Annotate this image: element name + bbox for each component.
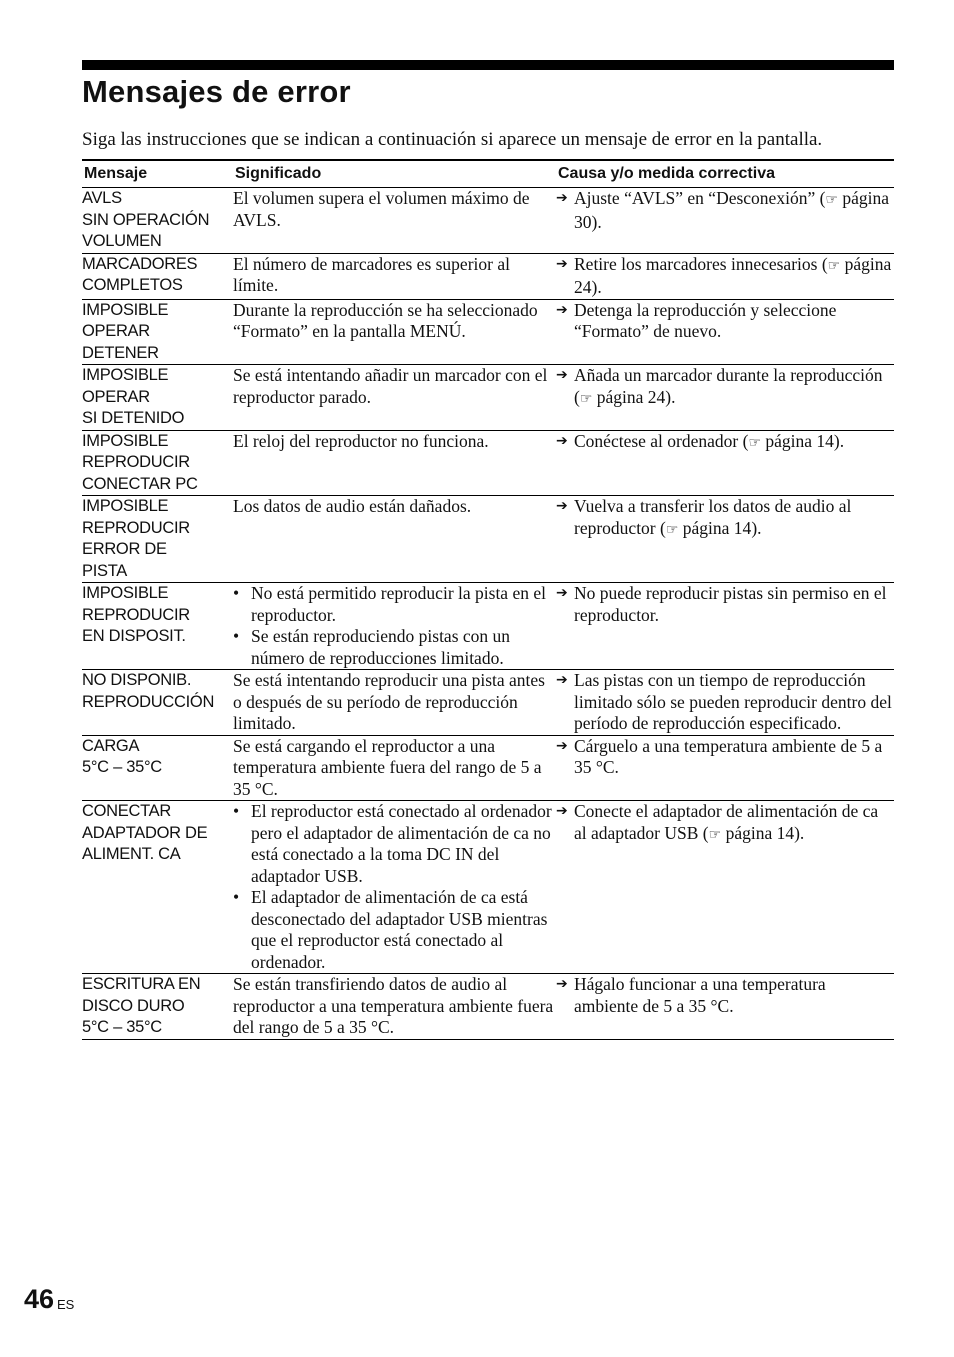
message-line: EN DISPOSIT. (82, 627, 186, 645)
arrow-right-icon: ➔ (556, 190, 568, 206)
cause-cell (556, 496, 894, 583)
page-reference: página 24 (574, 253, 892, 297)
cause-cell (556, 430, 894, 496)
cause-text (574, 188, 894, 233)
error-messages-table (82, 159, 894, 1040)
cause-text-start: Retire los marcadores innecesarios ( (574, 253, 828, 274)
cause-text-start: Ajuste “AVLS” en “Desconexión” ( (574, 188, 826, 208)
message-cell (82, 365, 233, 431)
meaning-cell (233, 365, 556, 431)
message-line: AVLS (82, 189, 122, 207)
header-meaning: Significado (235, 165, 322, 182)
cause-text (574, 365, 894, 410)
message-line: CARGA (82, 736, 140, 755)
message-line: CONECTAR PC (82, 474, 198, 493)
meaning-cell (233, 974, 556, 1040)
cause-cell (556, 365, 894, 431)
cause-entry (556, 670, 894, 735)
message-line: CONECTAR (82, 802, 171, 820)
message-cell (82, 583, 233, 670)
message-cell (82, 188, 233, 254)
meaning-text: El volumen supera el volumen máximo de AVLS. (233, 188, 530, 230)
meaning-text: Los datos de audio están dañados. (233, 496, 472, 516)
cause-text (574, 736, 894, 779)
meaning-cell (233, 188, 556, 254)
table-row (82, 496, 894, 583)
message-line: 5°C – 35°C (82, 758, 162, 776)
message-line: ERROR DE (82, 540, 167, 558)
cause-text-end: ). (591, 277, 602, 297)
meaning-text: Se está intentando reproducir una pista antes o después de su período de reproducción limitado. (233, 670, 545, 733)
arrow-right-icon: ➔ (556, 976, 568, 992)
pointing-hand-icon: ☞ (665, 521, 679, 538)
header-message: Mensaje (84, 165, 148, 182)
meaning-cell (233, 253, 556, 299)
message-line: DETENER (82, 343, 159, 362)
cause-entry (556, 365, 894, 410)
meaning-cell (233, 583, 556, 670)
arrow-right-icon: ➔ (556, 255, 568, 272)
page-language: ES (57, 1297, 75, 1312)
message-line: PISTA (82, 561, 127, 580)
message-line: IMPOSIBLE (82, 366, 169, 384)
table-header-row (82, 160, 894, 188)
cause-cell (556, 735, 894, 801)
cause-text-body: Detenga la reproducción y seleccione “Formato” de nuevo. (574, 299, 837, 341)
cause-cell (556, 583, 894, 670)
header-cause: Causa y/o medida correctiva (558, 165, 775, 182)
message-cell (82, 801, 233, 974)
pointing-hand-icon: ☞ (748, 434, 761, 451)
cause-text (574, 974, 894, 1017)
message-cell (82, 299, 233, 365)
cause-text-body: Hágalo funcionar a una temperatura ambiente de 5 a 35 °C. (574, 974, 826, 1016)
intro-text: Siga las instrucciones que se indican a continuación si aparece un mensaje de error en la pantalla. (82, 129, 823, 150)
cause-text (574, 670, 894, 735)
cause-text-start: Conéctese al ordenador ( (574, 430, 749, 451)
table-row (82, 365, 894, 431)
message-line: REPRODUCIR (82, 605, 190, 624)
table-body (82, 188, 894, 1040)
cause-text-end: ). (665, 386, 676, 407)
message-cell (82, 253, 233, 299)
meaning-bullet-text: El adaptador de alimentación de ca está desconectado del adaptador USB mientras que el reproductor está conectado al ordenador. (251, 887, 548, 972)
message-line: DISCO DURO (82, 996, 185, 1015)
cause-text-end: ). (833, 430, 845, 451)
cause-text-body: Las pistas con un tiempo de reproducción limitado sólo se pueden reproducir dentro del período de reproducción especificado. (574, 670, 892, 733)
arrow-right-icon: ➔ (556, 737, 568, 754)
table-row (82, 974, 894, 1040)
page-title: Mensajes de error (82, 74, 351, 109)
cause-cell (556, 299, 894, 365)
cause-entry (556, 496, 894, 541)
arrow-right-icon: ➔ (556, 301, 568, 318)
cause-entry (556, 188, 894, 233)
cause-entry (556, 254, 894, 299)
message-line: REPRODUCIR (82, 453, 190, 471)
meaning-bullet-item (233, 583, 556, 626)
table-row (82, 253, 894, 299)
message-line: REPRODUCCIÓN (82, 692, 215, 711)
cause-entry (556, 801, 894, 846)
page-reference: página 14 (682, 517, 752, 538)
page-reference: página 14 (765, 430, 834, 451)
cause-text (574, 496, 894, 541)
page-reference: página 14 (725, 822, 795, 843)
message-line: SIN OPERACIÓN (82, 210, 210, 229)
cause-cell (556, 974, 894, 1040)
message-line: ESCRITURA EN (82, 975, 201, 993)
meaning-cell (233, 735, 556, 801)
message-cell (82, 735, 233, 801)
message-line: ADAPTADOR DE (82, 823, 208, 842)
meaning-bullet-item (233, 801, 556, 887)
cause-entry (556, 431, 894, 455)
cause-text (574, 583, 894, 626)
meaning-text: Se está intentando añadir un marcador con el reproductor parado. (233, 365, 548, 407)
table-row (82, 583, 894, 670)
cause-cell (556, 188, 894, 254)
cause-text (574, 254, 894, 299)
meaning-text: Se está cargando el reproductor a una temperatura ambiente fuera del rango de 5 a 35 °C. (233, 735, 542, 799)
cause-text-end: ). (591, 211, 602, 232)
message-line: REPRODUCIR (82, 518, 190, 537)
cause-text-body: Cárguelo a una temperatura ambiente de 5 a 35 °C. (574, 735, 883, 777)
arrow-right-icon: ➔ (556, 672, 568, 688)
message-line: SI DETENIDO (82, 409, 185, 427)
cause-text-start: Vuelva a transferir los datos de audio al reproductor ( (574, 496, 852, 538)
table-row (82, 299, 894, 365)
message-line: IMPOSIBLE (82, 497, 169, 515)
message-line: OPERAR (82, 387, 150, 406)
message-line: COMPLETOS (82, 276, 183, 294)
cause-text-start: Conecte el adaptador de alimentación de ca al adaptador USB ( (574, 801, 879, 843)
cause-text-start: Añada un marcador durante la reproducción ( (574, 365, 883, 407)
message-line: MARCADORES (82, 254, 198, 273)
cause-entry (556, 300, 894, 343)
meaning-text: El reloj del reproductor no funciona. (233, 430, 489, 451)
cause-text (574, 801, 894, 846)
message-cell (82, 496, 233, 583)
arrow-right-icon: ➔ (556, 498, 568, 514)
cause-text-body: No puede reproducir pistas sin permiso en el reproductor. (574, 583, 887, 625)
message-line: OPERAR (82, 322, 150, 340)
meaning-cell (233, 299, 556, 365)
arrow-right-icon: ➔ (556, 585, 568, 601)
bullet-icon: • (233, 626, 240, 646)
message-line: 5°C – 35°C (82, 1018, 162, 1036)
cause-text-end: ). (794, 822, 805, 843)
table-row (82, 430, 894, 496)
cause-text (574, 431, 844, 455)
cause-cell (556, 801, 894, 974)
cause-entry (556, 736, 894, 779)
meaning-bullet-text: No está permitido reproducir la pista en el reproductor. (251, 583, 546, 625)
meaning-bullet-item (233, 626, 556, 669)
meaning-cell (233, 430, 556, 496)
cause-entry (556, 583, 894, 626)
cause-cell (556, 670, 894, 736)
bullet-icon: • (233, 887, 240, 907)
message-line: NO DISPONIB. (82, 671, 192, 689)
pointing-hand-icon: ☞ (579, 390, 593, 407)
meaning-cell (233, 496, 556, 583)
page-reference: página 24 (596, 386, 666, 407)
pointing-hand-icon: ☞ (827, 257, 841, 274)
meaning-cell (233, 670, 556, 736)
table-row (82, 801, 894, 974)
cause-text (574, 300, 894, 343)
meaning-bullet-item (233, 887, 556, 973)
meaning-cell (233, 801, 556, 974)
message-line: IMPOSIBLE (82, 584, 169, 602)
meaning-bullet-list (233, 583, 556, 669)
page-number: 46 (24, 1284, 55, 1314)
table-row (82, 188, 894, 254)
title-rule (82, 60, 894, 70)
message-cell (82, 974, 233, 1040)
table-row (82, 735, 894, 801)
cause-text-end: ). (751, 517, 762, 538)
meaning-bullet-text: El reproductor está conectado al ordenador pero el adaptador de alimentación de ca no está conectado a la toma DC IN del adaptador USB. (251, 801, 552, 886)
table-row (82, 670, 894, 736)
meaning-bullet-list (233, 801, 556, 973)
meaning-text: Se están transfiriendo datos de audio al reproductor a una temperatura ambiente fuera del rango de 5 a 35 °C. (233, 974, 554, 1037)
message-cell (82, 670, 233, 736)
cause-entry (556, 974, 894, 1017)
pointing-hand-icon: ☞ (825, 192, 838, 208)
message-cell (82, 430, 233, 496)
page-reference: página 30 (574, 188, 890, 232)
arrow-right-icon: ➔ (556, 803, 568, 819)
message-line: ALIMENT. CA (82, 845, 181, 863)
bullet-icon: • (233, 583, 240, 603)
meaning-text: Durante la reproducción se ha seleccionado “Formato” en la pantalla MENÚ. (233, 299, 538, 341)
arrow-right-icon: ➔ (556, 367, 568, 383)
cause-cell (556, 253, 894, 299)
meaning-bullet-text: Se están reproduciendo pistas con un número de reproducciones limitado. (251, 626, 511, 668)
arrow-right-icon: ➔ (556, 432, 568, 449)
pointing-hand-icon: ☞ (708, 826, 722, 843)
message-line: IMPOSIBLE (82, 300, 169, 319)
bullet-icon: • (233, 801, 240, 821)
message-line: IMPOSIBLE (82, 431, 169, 450)
meaning-text: El número de marcadores es superior al límite. (233, 253, 510, 295)
message-line: VOLUMEN (82, 232, 162, 250)
